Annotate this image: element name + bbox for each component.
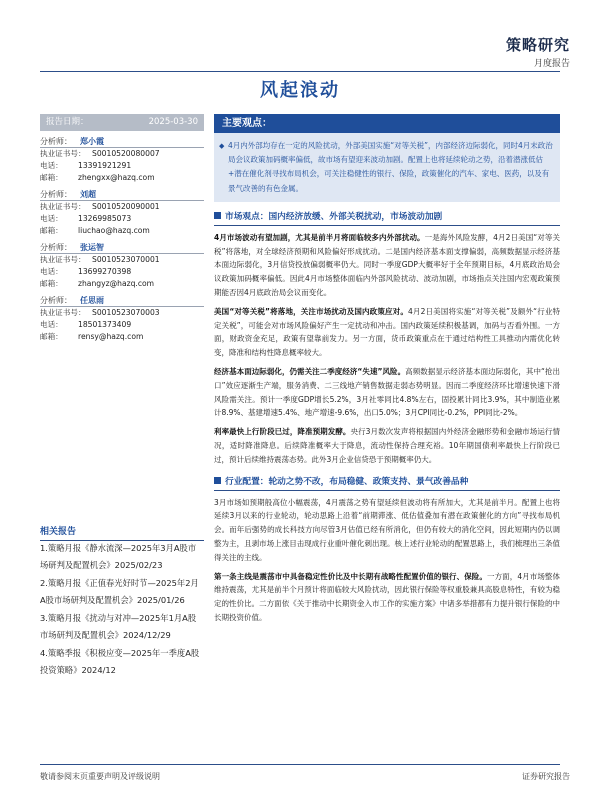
square-bullet-icon [214, 212, 221, 219]
section-title: 市场观点：国内经济放缓、外部关税扰动，市场波动加剧 [225, 211, 443, 222]
related-reports-heading: 相关报告 [40, 524, 204, 541]
info-key: 邮箱： [40, 226, 63, 235]
info-value: S0010523070003 [92, 308, 160, 317]
related-reports-list [40, 540, 204, 680]
analyst-info-row [40, 225, 204, 237]
diamond-bullet-icon: ◆ [219, 142, 225, 150]
paragraph-body: 高频数据显示经济基本面边际弱化，其中“抢出口”效应逐渐生产端，服务消费、二三线地产销售数据走弱态势明显。因而二季度经济环比增速快速下滑风险需关注。预计一季度GDP增长5.2%，3月社零同比4.8%左右，固投累计同比3.9%，其中制造业累计8.9%、基建增速5.4%、地产增速-9.6%，出口5.0%；3月CPI同比-0.2%，PPI同比-2%。 [214, 366, 561, 418]
report-date-value: 2025-03-30 [148, 117, 198, 127]
analyst-name: 任思雨 [80, 296, 104, 305]
info-value: zhangyz@hazq.com [78, 279, 155, 288]
analyst-name: 张运智 [80, 243, 104, 252]
analyst-info-row [40, 201, 204, 213]
key-points-heading: 主要观点： [214, 114, 560, 133]
footer-disclaimer: 敬请参阅末页重要声明及评级说明 [40, 772, 160, 781]
analyst-info-row [40, 254, 204, 266]
info-value: S0010523070001 [92, 255, 160, 264]
section-paragraph [214, 570, 560, 625]
info-value: S0010520090001 [92, 202, 160, 211]
analyst-info-row [40, 213, 204, 225]
related-report-link[interactable]: 4.策略季报《积极应变—2025年一季度A股投资策略》2024/12 [40, 648, 200, 675]
section-paragraph [214, 305, 560, 360]
square-bullet-icon [214, 477, 221, 484]
info-value: 18501373409 [78, 320, 132, 329]
paragraph-lead: 利率最快上行阶段已过，降准预期发酵。 [214, 427, 351, 437]
section-heading [214, 210, 560, 226]
analyst-name: 郑小霞 [80, 137, 104, 146]
info-value: 13699270398 [78, 267, 132, 276]
report-date-bar [40, 114, 204, 131]
key-points-summary [214, 133, 560, 202]
analyst-list [40, 136, 204, 343]
paragraph-body: 央行3月数次发声将根据国内外经济金融形势和金融市场运行情况，适时降准降息。后续降准概率大于降息，流动性保持合理充裕。10年期国债利率最快上行阶段已过，预计后续维持震荡态势。此外3月企业信贷恐于预期概率仍大。 [214, 427, 561, 464]
paragraph-lead: 经济基本面边际弱化，仍需关注二季度经济“失速”风险。 [214, 366, 406, 376]
info-value: zhengxx@hazq.com [78, 173, 155, 182]
analyst-role: 分析师： [40, 137, 72, 146]
analyst-name: 刘超 [80, 190, 96, 199]
info-key: 执业证书号： [40, 308, 86, 317]
section-heading [214, 475, 560, 491]
sections [214, 210, 560, 625]
paragraph-lead: 4月市场波动有望加剧，尤其是前半月将面临较多内外部扰动。 [214, 232, 425, 242]
analyst-info-row [40, 307, 204, 319]
section-title: 行业配置：轮动之势不改，布局稳健、政策支持、景气改善品种 [225, 476, 469, 487]
info-key: 电话： [40, 214, 63, 223]
section-paragraph [214, 231, 560, 300]
section-paragraph [214, 365, 560, 420]
info-value: 13269985073 [78, 214, 132, 223]
paragraph-body: 一是海外风险发酵，4月2日美国“对等关税”将落地，对全球经济预期和风险偏好形成扰动。二是国内经济基本面支撑偏弱，高频数据显示经济基本面边际弱化，3月信贷投放偏弱概率仍大。同时一季度GDP大概率好于全年预期目标，4月底政治局会议政策加码概率偏低。因此4月市场整体面临内外部风险扰动、波动加剧，市场指点关注国内宏观政策预期能否因4月底政治局会议而变化。 [214, 232, 560, 297]
paragraph-body: 一方面，4月市场整体维持震荡，尤其是前半个月预计将面临较大风险扰动，因此银行保险等权重股兼具高股息特性，有较为稳定的性价比。二方面依《关于推动中长期资金入市工作的实施方案》中诸多举措都有力提升银行保险的中长期投资价值。 [214, 571, 560, 622]
info-key: 邮箱： [40, 279, 63, 288]
analyst-header [40, 242, 204, 254]
analyst-role: 分析师： [40, 243, 72, 252]
info-value: S0010520080007 [92, 149, 160, 158]
analyst-info-row [40, 331, 204, 343]
footer-report-type: 证券研究报告 [522, 772, 570, 781]
info-key: 电话： [40, 320, 63, 329]
paragraph-body: 3月市场如预期般高位小幅震荡，4月震荡之势有望延续但波动将有所加大，尤其是前半月。配置上也将延续3月以来的行业轮动，轮动思路上沿着“前期滞涨、低估值叠加有潜在政策催化的方向”寻找布局机会。而年后强势的成长科技方向尽管3月估值已经有所消化，但仍有较大的消化空间，因此短期内仍以调整为主，且剥市场上涨目击现成行业重叶催化刺出现。核上述行业轮动的配置思路上，我们梳理出三条值得关注的主线。 [214, 497, 560, 562]
info-key: 电话： [40, 267, 63, 276]
analyst-info-row [40, 319, 204, 331]
report-subtype: 月度报告 [533, 59, 570, 69]
main-content [214, 114, 560, 625]
analyst-info-row [40, 266, 204, 278]
header-divider [40, 71, 560, 72]
paragraph-lead: 第一条主线是震荡市中具备稳定性价比及中长期有战略性配置价值的银行、保险。 [214, 571, 487, 581]
info-value: 13391921291 [78, 161, 132, 170]
info-key: 执业证书号： [40, 149, 86, 158]
section-paragraph [214, 496, 560, 565]
analyst-header [40, 295, 204, 307]
info-key: 邮箱： [40, 173, 63, 182]
analyst-info-row [40, 278, 204, 290]
paragraph-body: 4月2日美国将实施“对等关税”及额外“行业特定关税”，可能会对市场风险偏好产生一定扰动和冲击。国内政策延续积极基调，加码与否看外围。一方面，财政资金充足，政策有望靠前发力。另一方面，货币政策重点在于通过结构性工具推动内需优化转变，降准和结构性降息概率较大。 [214, 306, 561, 358]
report-type-title: 策略研究 [505, 36, 570, 54]
info-value: liuchao@hazq.com [78, 226, 150, 235]
info-value: rensy@hazq.com [78, 332, 144, 341]
info-key: 执业证书号： [40, 255, 86, 264]
summary-text: 4月内外部均存在一定的风险扰动，外部美国实施“对等关税”，内部经济边际弱化，同时4月末政治局会议政策加码概率偏低，故市场有望迎来波动加剧。配置上也将延续轮动之势，沿着潜涨低估+潜在催化剂寻找布局机会，可关注稳健性的银行、保险，政策催化的汽车、家电、医药，以及有景气改善的有色金属。 [228, 141, 553, 193]
analyst-info-row [40, 172, 204, 184]
info-key: 电话： [40, 161, 63, 170]
related-report-link[interactable]: 2.策略月报《正值春光好时节—2025年2月A股市场研判及配置机会》2025/01/26 [40, 578, 199, 605]
related-report-link[interactable]: 3.策略月报《扰动与对冲—2025年1月A股市场研判及配置机会》2024/12/29 [40, 613, 197, 640]
info-key: 执业证书号： [40, 202, 86, 211]
paragraph-lead: 美国“对等关税”将落地，关注市场扰动及国内政策应对。 [214, 306, 408, 316]
report-title: 风起浪动 [260, 80, 340, 101]
analyst-header [40, 136, 204, 148]
footer-divider [40, 764, 560, 765]
info-key: 邮箱： [40, 332, 63, 341]
section-paragraph [214, 425, 560, 466]
analyst-role: 分析师： [40, 190, 72, 199]
analyst-header [40, 189, 204, 201]
sidebar [40, 114, 204, 343]
report-date-label: 报告日期： [46, 117, 89, 127]
analyst-info-row [40, 148, 204, 160]
analyst-info-row [40, 160, 204, 172]
related-report-link[interactable]: 1.策略月报《静水流深—2025年3月A股市场研判及配置机会》2025/02/23 [40, 543, 197, 570]
analyst-role: 分析师： [40, 296, 72, 305]
